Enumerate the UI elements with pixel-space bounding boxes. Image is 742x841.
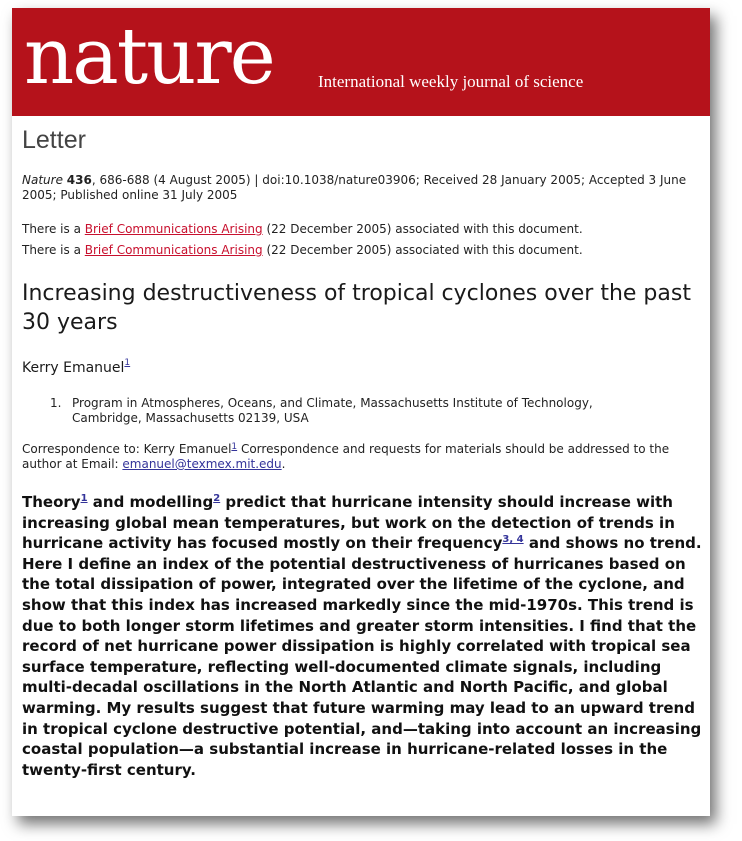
email-link[interactable]: emanuel@texmex.mit.edu	[122, 457, 282, 471]
notice-line	[22, 222, 583, 237]
journal-banner	[12, 8, 710, 116]
notice-prefix: There is a	[22, 243, 85, 257]
correspondence-label: Correspondence to: Kerry Emanuel	[22, 442, 232, 456]
article-type: Letter	[22, 126, 86, 154]
journal-name: Nature	[22, 173, 63, 187]
ref-link[interactable]: 1	[80, 493, 88, 504]
correspondence-text: Correspondence and requests for materials should be addressed to the author at Email:	[22, 442, 670, 471]
abstract-text: and shows no trend. Here I define an index of the potential destructiveness of hurricanes based on the total dissipation of power, integrated over the lifetime of the cyclone, and show that this index has increased markedly since the mid-1970s. This trend is due to both longer storm lifetimes and greater storm intensities. I find that the record of net hurricane power dissipation is highly correlated with tropical sea surface temperature, reflecting well-documented climate signals, including multi-decadal oscillations in the North Atlantic and North Pacific, and global warming. My results suggest that future warming may lead to an upward trend in tropical cyclone destructive potential, and—taking into account an increasing coastal population—a substantial increase in hurricane-related losses in the twenty-first century.	[22, 534, 702, 779]
author-line	[22, 360, 130, 376]
notice-prefix: There is a	[22, 222, 85, 236]
notice-line	[22, 243, 583, 258]
abstract	[22, 492, 702, 780]
notice-suffix: (22 December 2005) associated with this document.	[262, 243, 583, 257]
ref-link[interactable]: 2	[213, 493, 221, 504]
citation-details: , 686-688 (4 August 2005) | doi:10.1038/nature03906; Received 28 January 2005; Accepted 3 June 2005; Published online 31 July 2005	[22, 173, 687, 202]
correspondence	[22, 442, 702, 472]
nature-logo[interactable]: nature	[24, 12, 274, 102]
affiliation-number: 1.	[50, 396, 62, 410]
article-title: Increasing destructiveness of tropical cyclones over the past 30 years	[22, 281, 691, 335]
brief-communications-link[interactable]: Brief Communications Arising	[84, 243, 263, 257]
affiliation-ref[interactable]: 1	[124, 358, 131, 368]
abstract-text: predict that hurricane intensity should increase with increasing global mean temperatures, but work on the detection of trends in hurricane activity has focused mostly on their frequency	[22, 493, 675, 553]
article-page	[12, 8, 710, 816]
citation-line	[22, 173, 694, 203]
correspondence-ref[interactable]: 1	[231, 442, 238, 452]
abstract-text: and modelling	[87, 493, 214, 511]
journal-volume: 436	[66, 173, 92, 187]
author-name: Kerry Emanuel	[22, 360, 125, 376]
affiliation	[50, 396, 650, 426]
journal-tagline: International weekly journal of science	[318, 72, 584, 91]
correspondence-end: .	[281, 457, 286, 471]
ref-link[interactable]: 3, 4	[502, 534, 524, 546]
brief-communications-link[interactable]: Brief Communications Arising	[84, 222, 263, 236]
abstract-text: Theory	[22, 493, 81, 511]
affiliation-text: Program in Atmospheres, Oceans, and Climate, Massachusetts Institute of Technology, Cambridge, Massachusetts 02139, USA	[72, 396, 593, 425]
notice-suffix: (22 December 2005) associated with this document.	[262, 222, 583, 236]
